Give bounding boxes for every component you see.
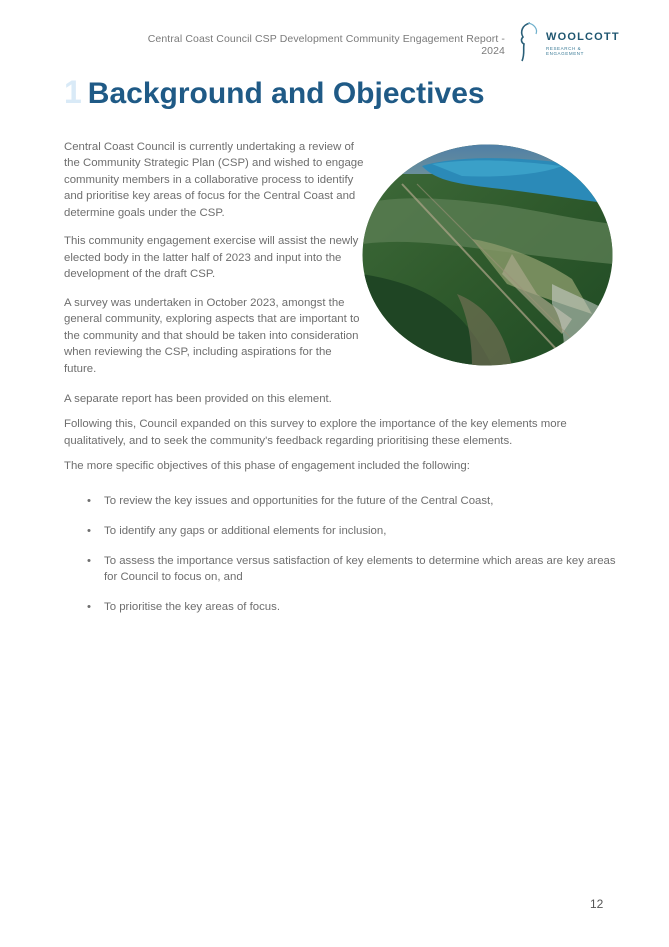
bullet-icon: • (87, 495, 91, 507)
section-number: 1 (64, 74, 82, 110)
logo-tagline: RESEARCH & ENGAGEMENT (546, 46, 585, 56)
logo-wordmark: WOOLCOTT (546, 31, 620, 43)
objectives-list (64, 493, 624, 629)
body-paragraph-3: The more specific objectives of this phase of engagement included the following: (64, 460, 470, 473)
objective-text: To review the key issues and opportunities for the future of the Central Coast, (104, 495, 494, 507)
section-heading (64, 74, 485, 111)
page-header-title: Central Coast Council CSP Development Community Engagement Report - 2024 (147, 33, 505, 57)
woolcott-logo (514, 20, 620, 64)
list-item (64, 493, 624, 509)
intro-paragraph-3: A survey was undertaken in October 2023, amongst the general community, exploring aspects that are important to the community and that should be taken into consideration when reviewing the CSP, including aspirations for the future. (64, 297, 360, 375)
aerial-photo-central-coast (362, 144, 613, 366)
bullet-icon: • (87, 601, 91, 614)
woolcott-profile-icon (514, 20, 546, 64)
body-text (64, 391, 624, 484)
body-paragraph-1: A separate report has been provided on this element. (64, 393, 332, 405)
list-item (64, 553, 624, 586)
objective-text: To identify any gaps or additional elements for inclusion, (104, 524, 387, 537)
list-item (64, 599, 624, 615)
intro-paragraph-2: This community engagement exercise will assist the newly elected body in the latter half of 2023 and input into the development of the draft CSP. (64, 235, 359, 281)
page-number: 12 (590, 897, 604, 911)
page-title: Background and Objectives (87, 77, 485, 110)
bullet-icon: • (87, 524, 91, 537)
body-paragraph-2: Following this, Council expanded on this survey to explore the importance of the key elements more qualitatively, and to seek the community's feedback regarding prioritising these elements. (64, 418, 567, 447)
objective-text: To assess the importance versus satisfaction of key elements to determine which areas are key areas for Council to focus on, and (104, 554, 616, 584)
list-item (64, 523, 624, 539)
intro-paragraph-1: Central Coast Council is currently undertaking a review of the Community Strategic Plan (CSP) and wished to engage community members in a collaborative process to identify and prioritise key areas of focus for the Central Coast and determine goals under the CSP. (64, 141, 364, 219)
intro-text (64, 139, 364, 389)
objective-text: To prioritise the key areas of focus. (104, 601, 281, 614)
bullet-icon: • (87, 554, 91, 567)
